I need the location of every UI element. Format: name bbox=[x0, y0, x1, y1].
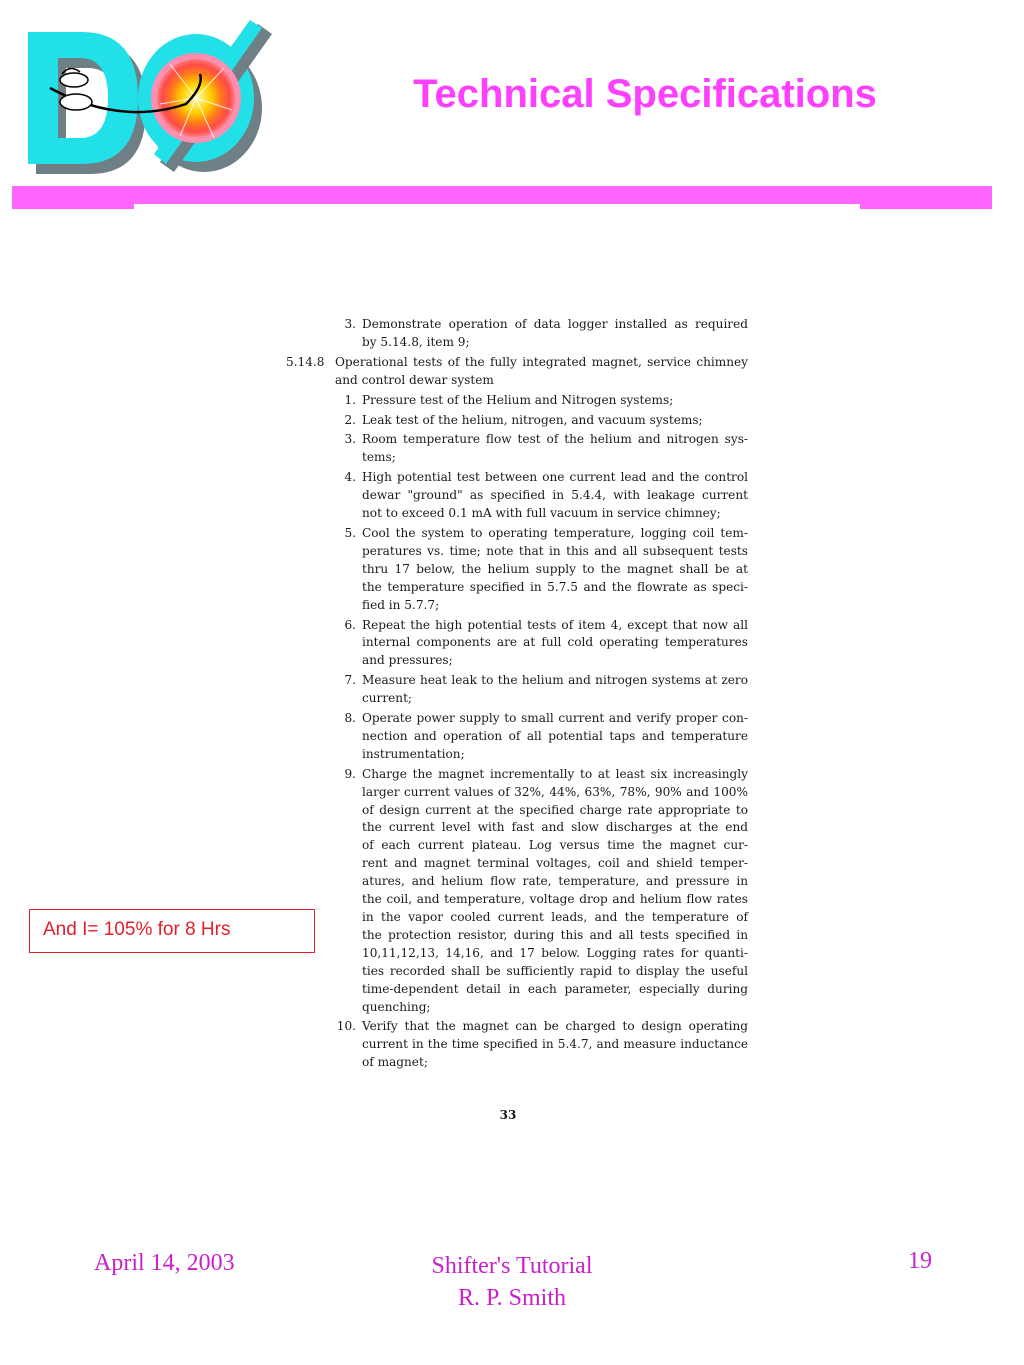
text-line: internal components are at full cold operating temperatures bbox=[362, 635, 748, 650]
text-line: and pressures; bbox=[362, 653, 453, 668]
text-line: time-dependent detail in each parameter, especially during bbox=[362, 981, 748, 996]
text-line: the current level with fast and slow discharges at the end bbox=[362, 820, 748, 835]
list-item bbox=[286, 766, 756, 1017]
text-line: Verify that the magnet can be charged to design operating bbox=[362, 1019, 748, 1034]
text-line: current; bbox=[362, 691, 413, 706]
list-item-number: 8. bbox=[344, 711, 356, 726]
text-line: the protection resistor, during this and all tests specified in bbox=[362, 927, 748, 942]
text-line: Measure heat leak to the helium and nitrogen systems at zero bbox=[362, 673, 748, 688]
list-item bbox=[286, 431, 756, 467]
text-line: Repeat the high potential tests of item 4, except that now all bbox=[362, 617, 748, 632]
header-bar bbox=[12, 186, 992, 204]
text-line: the coil, and temperature, voltage drop and helium flow rates bbox=[362, 892, 748, 907]
list-item-text bbox=[362, 431, 748, 467]
text-line: larger current values of 32%, 44%, 63%, 78%, 90% and 100% bbox=[362, 784, 748, 799]
text-line: the temperature specified in 5.7.5 and the flowrate as speci- bbox=[362, 579, 748, 594]
text-line: thru 17 below, the helium supply to the magnet shall be at bbox=[362, 561, 748, 576]
list-item-text bbox=[362, 392, 748, 410]
text-line: fied in 5.7.7; bbox=[362, 597, 440, 612]
text-line: 10,11,12,13, 14,16, and 17 below. Logging rates for quanti- bbox=[362, 945, 748, 960]
list-item-number: 4. bbox=[344, 470, 356, 485]
text-line: not to exceed 0.1 mA with full vacuum in service chimney; bbox=[362, 506, 721, 521]
text-line: nection and operation of all potential taps and temperature bbox=[362, 728, 748, 743]
text-line: Room temperature flow test of the helium and nitrogen sys- bbox=[362, 432, 748, 447]
list-item-text bbox=[362, 617, 748, 671]
footer-author: R. P. Smith bbox=[457, 1285, 567, 1311]
text-line: of design current at the specified charge rate appropriate to bbox=[362, 802, 748, 817]
list-item-number: 6. bbox=[344, 617, 356, 632]
text-line: peratures vs. time; note that in this and all subsequent tests bbox=[362, 543, 748, 558]
text-line: High potential test between one current lead and the control bbox=[362, 470, 748, 485]
text-line: quenching; bbox=[362, 999, 431, 1014]
text-line: rent and magnet terminal voltages, coil and shield temper- bbox=[362, 856, 748, 871]
text-line: atures, and helium flow rate, temperature, and pressure in bbox=[362, 874, 748, 889]
list-item-text bbox=[362, 1018, 748, 1072]
text-line: of each current plateau. Log versus time the magnet cur- bbox=[362, 838, 748, 853]
text-line: Pressure test of the Helium and Nitrogen systems; bbox=[362, 392, 674, 407]
d-zero-experiment-logo-icon bbox=[10, 14, 272, 180]
list-item-number: 3. bbox=[344, 317, 356, 331]
text-line: in the vapor cooled current leads, and the temperature of bbox=[362, 910, 748, 924]
text-line: tems; bbox=[362, 450, 396, 465]
list-item bbox=[286, 1018, 756, 1072]
section-heading bbox=[286, 354, 756, 390]
text-line: ties recorded shall be sufficiently rapid to display the useful bbox=[362, 963, 748, 978]
list-item bbox=[286, 710, 756, 764]
list-item-text bbox=[362, 412, 748, 430]
header-bar-tab-left bbox=[12, 204, 134, 209]
text-line: Leak test of the helium, nitrogen, and vacuum systems; bbox=[362, 412, 703, 427]
list-item bbox=[286, 617, 756, 671]
footer-date: April 14, 2003 bbox=[94, 1250, 235, 1276]
page-title: Technical Specifications bbox=[413, 72, 877, 116]
list-item bbox=[286, 525, 756, 615]
text-line: of magnet; bbox=[362, 1055, 428, 1070]
test-list bbox=[286, 392, 756, 1073]
document-page-number: 33 bbox=[499, 1108, 517, 1122]
list-item bbox=[286, 672, 756, 708]
scanned-spec-page bbox=[286, 316, 756, 1074]
text-line: and control dewar system bbox=[335, 372, 494, 387]
list-item-text bbox=[362, 766, 748, 1017]
list-item-number: 3. bbox=[344, 432, 356, 447]
list-item bbox=[286, 316, 756, 352]
footer-presenter bbox=[362, 1250, 662, 1314]
text-line: by 5.14.8, item 9; bbox=[362, 334, 470, 349]
callout-box: And I= 105% for 8 Hrs bbox=[29, 909, 315, 953]
list-item-text bbox=[362, 672, 748, 708]
list-item-number: 9. bbox=[344, 766, 356, 781]
list-item bbox=[286, 412, 756, 430]
text-line: Operational tests of the fully integrated magnet, service chimney bbox=[335, 354, 748, 369]
list-item bbox=[286, 392, 756, 410]
header-bar-tab-right bbox=[860, 204, 992, 209]
text-line: Demonstrate operation of data logger installed as required bbox=[362, 317, 748, 331]
text-line: Charge the magnet incrementally to at least six increasingly bbox=[362, 766, 748, 781]
list-item-number: 5. bbox=[344, 525, 356, 540]
list-item-number: 10. bbox=[336, 1019, 356, 1034]
list-item-text bbox=[362, 469, 748, 523]
list-item-text bbox=[362, 710, 748, 764]
slide-number: 19 bbox=[908, 1248, 932, 1274]
footer-tutorial-title: Shifter's Tutorial bbox=[431, 1253, 593, 1279]
section-number: 5.14.8 bbox=[286, 354, 325, 369]
list-item bbox=[286, 469, 756, 523]
list-item-number: 2. bbox=[344, 412, 356, 427]
text-line: Operate power supply to small current and verify proper con- bbox=[362, 711, 748, 726]
text-line: dewar "ground" as specified in 5.4.4, with leakage current bbox=[362, 488, 748, 503]
list-item-number: 7. bbox=[344, 673, 356, 688]
text-line: current in the time specified in 5.4.7, and measure inductance bbox=[362, 1037, 748, 1052]
text-line: Cool the system to operating temperature, logging coil tem- bbox=[362, 525, 748, 540]
list-item-number: 1. bbox=[344, 392, 356, 407]
list-item-text bbox=[362, 316, 748, 352]
list-item-text bbox=[362, 525, 748, 615]
text-line: instrumentation; bbox=[362, 746, 465, 761]
